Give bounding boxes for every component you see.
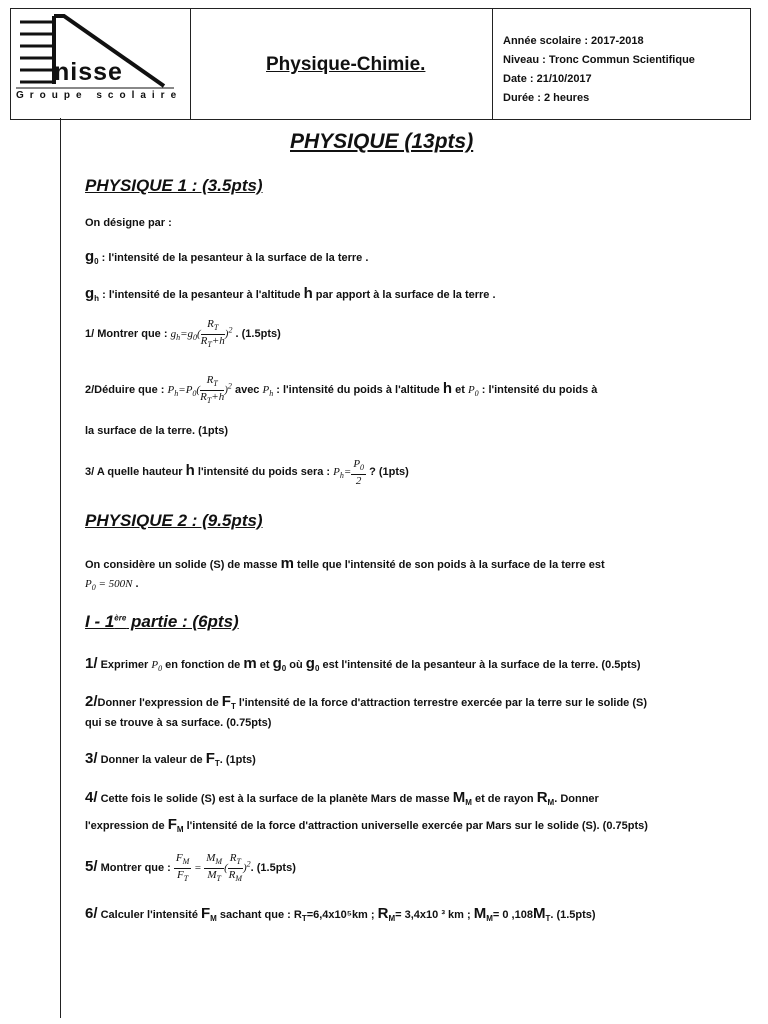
logo-name: nisse: [54, 58, 123, 86]
p1-question-3: 3/ A quelle hauteur h l'intensité du poids sera : $P_h=$ $\frac{P_0}{2}$ ? (1pts): [85, 458, 409, 488]
p2-question-2: 2/Donner l'expression de $F_T$ l'intensité de la force d'attraction terrestre exercée par la terre sur le solide (S): [85, 693, 648, 712]
p1-question-1: 1/ Montrer que : $g_h=g_0$( $\frac{R_T}{R_T+h}$ )$^2$ . (1.5pts): [85, 318, 281, 350]
header-divider-1: [190, 8, 191, 119]
header-divider-2: [492, 8, 493, 119]
exam-info: [503, 32, 695, 108]
p2-intro: On considère un solide (S) de masse m telle que l'intensité de son poids à la surface de la terre est: [85, 555, 605, 572]
q5-formula: $\frac{F_M}{F_T}$ = $\frac{M_M}{M_T}$ ( $\frac{R_T}{R_M}$ )$^2$: [175, 852, 251, 884]
logo-subtitle: Groupe scolaire: [16, 90, 183, 101]
q3-formula: $P_h=$ $\frac{P_0}{2}$: [333, 458, 365, 488]
p2-question-4: 4/ Cette fois le solide (S) est à la surface de la planète Mars de masse $M_M$ et de rayon $R_M$. Donner: [85, 789, 599, 808]
p2-question-2-cont: qui se trouve à sa surface. (0.75pts): [85, 717, 272, 729]
info-date: Date : 21/10/2017: [503, 73, 592, 85]
p2-p0-value: $P_0 = 500N$ .: [85, 578, 139, 593]
p1-intro: On désigne par :: [85, 217, 172, 229]
main-title: PHYSIQUE (13pts): [290, 130, 474, 153]
p2-question-4-cont: l'expression de $F_M$ l'intensité de la force d'attraction universelle exercée par Mars sur le solide (S). (0.75pts): [85, 816, 648, 835]
p1-g0-definition: $g_0$ : l'intensité de la pesanteur à la surface de la terre .: [85, 248, 369, 267]
physique1-title: PHYSIQUE 1 : (3.5pts): [85, 176, 263, 195]
info-duration: Durée : 2 heures: [503, 92, 590, 104]
q2-formula: $P_h=P_0$( $\frac{R_T}{R_T+h}$ )$^2$: [167, 374, 232, 406]
info-level: Niveau : Tronc Commun Scientifique: [503, 54, 695, 66]
p2-question-6: 6/ Calculer l'intensité $F_M$ sachant que : $R_T=6,4x10^5km$ ; $R_M= 3,4x10$ ³ km ; $M_M= 0$ $,108M_T$. (1.5pts): [85, 905, 596, 924]
p2-question-5: 5/ Montrer que : $\frac{F_M}{F_T}$ = $\frac{M_M}{M_T}$ ( $\frac{R_T}{R_M}$ )$^2$. (1.5pts): [85, 852, 296, 884]
subject-title: Physique-Chimie.: [266, 54, 426, 75]
p2-question-1: 1/ Exprimer $P_0$ en fonction de m et $g_0$ où $g_0$ est l'intensité de la pesanteur à la surface de la terre. (0.5pts): [85, 655, 641, 674]
q1-formula: $g_h=g_0$( $\frac{R_T}{R_T+h}$ )$^2$: [170, 318, 233, 350]
p1-gh-definition: $g_h$ : l'intensité de la pesanteur à l'altitude h par apport à la surface de la terre .: [85, 285, 496, 304]
p1-question-2: 2/Déduire que : $P_h=P_0$( $\frac{R_T}{R_T+h}$ )$^2$ avec $P_h$ : l'intensité du poids à l'altitude h et $P_0$ : l'intensité du poids à: [85, 374, 598, 406]
p1-question-2-cont: la surface de la terre. (1pts): [85, 425, 229, 437]
school-logo: [14, 14, 183, 104]
p2-question-3: 3/ Donner la valeur de $F_T$. (1pts): [85, 750, 256, 769]
info-year: Année scolaire : 2017-2018: [503, 35, 644, 47]
physique2-title: PHYSIQUE 2 : (9.5pts): [85, 511, 263, 530]
part1-title: I - 1ère partie : (6pts): [85, 612, 239, 631]
left-margin-line: [60, 118, 61, 1018]
